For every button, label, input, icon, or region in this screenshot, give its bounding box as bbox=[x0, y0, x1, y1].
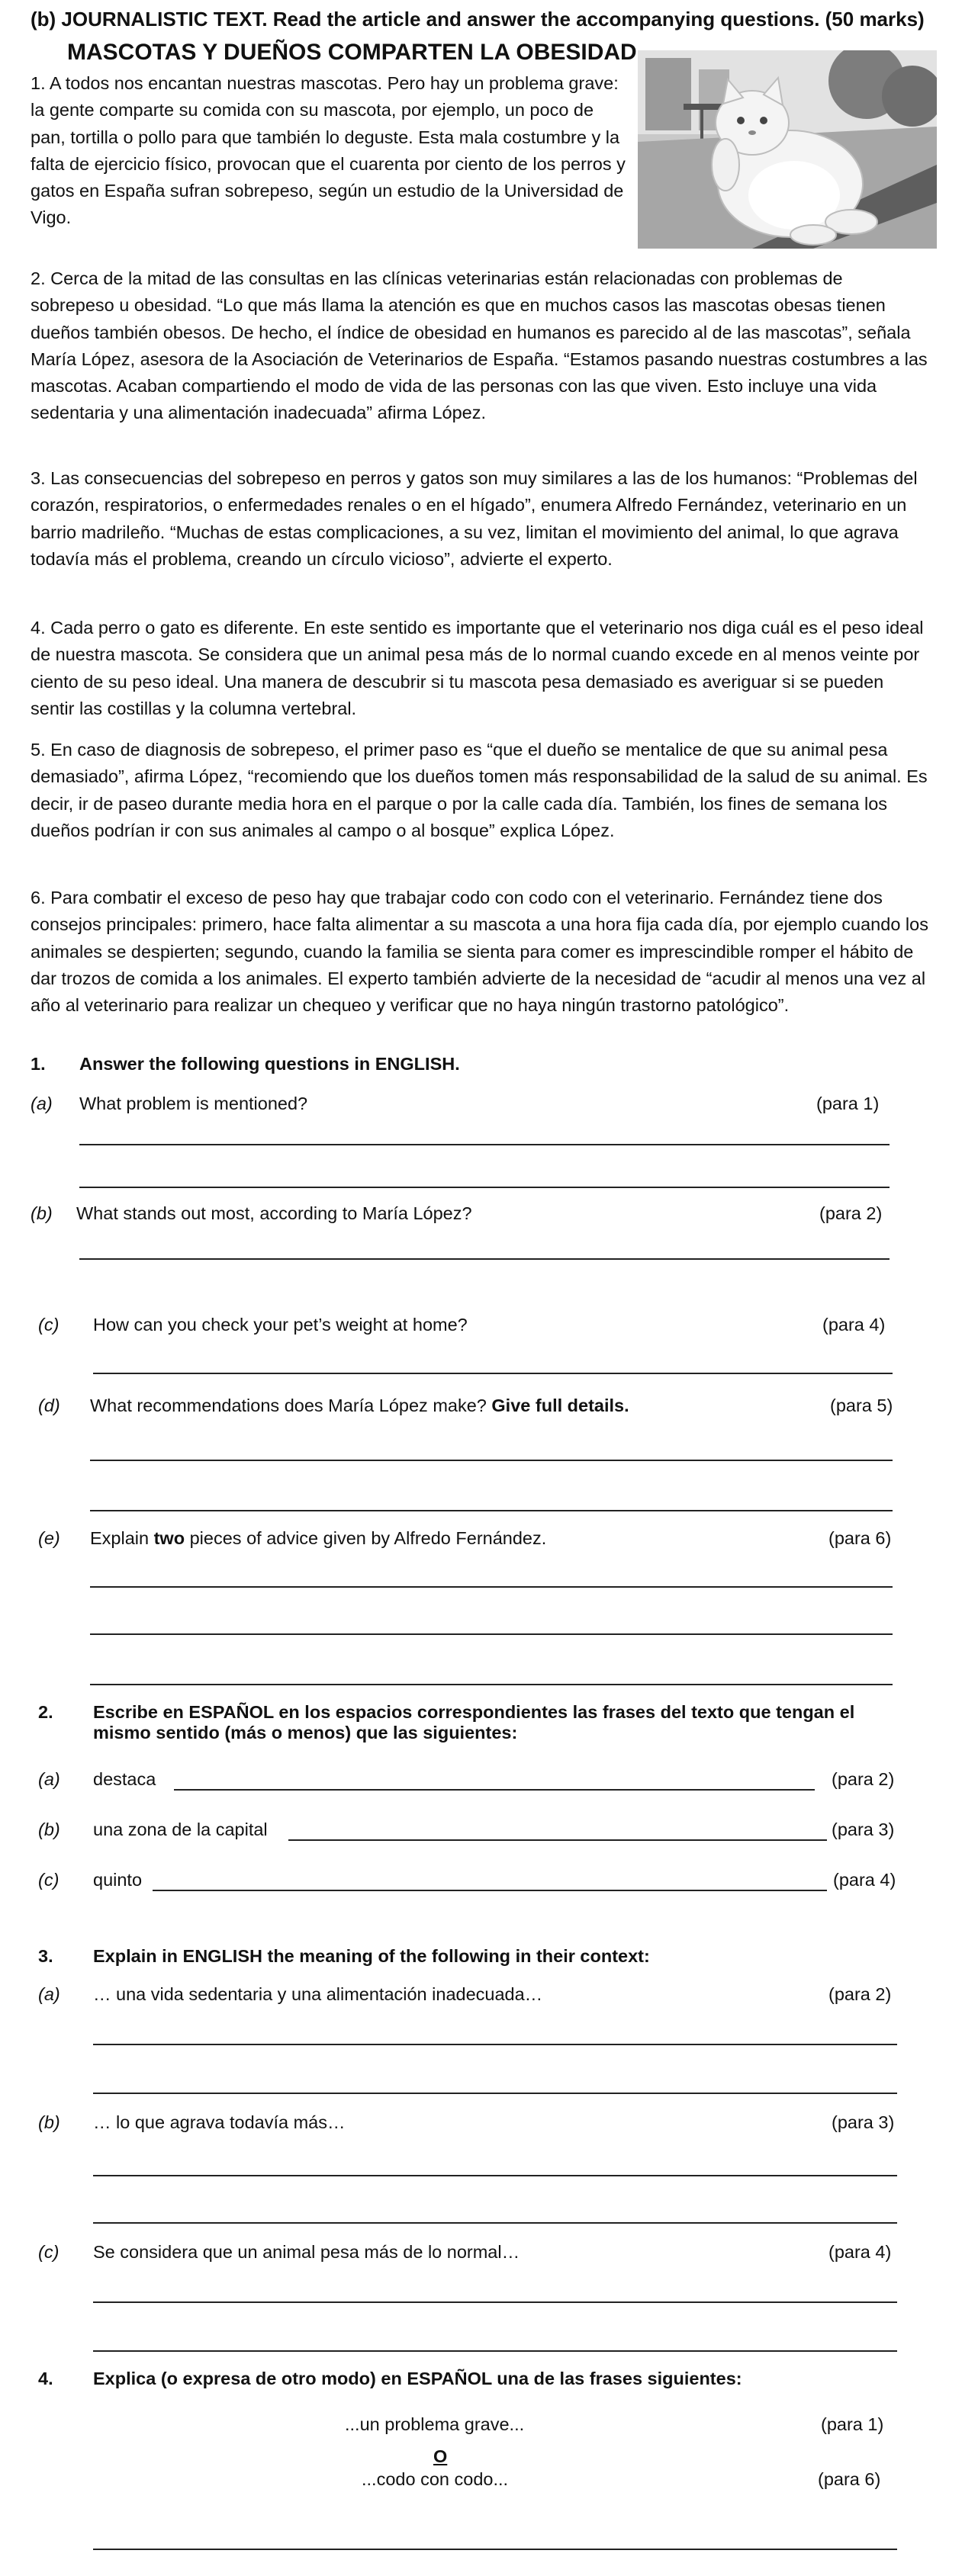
or-separator: O bbox=[433, 2446, 448, 2466]
question-2c-letter: (c) bbox=[38, 1870, 60, 1890]
answer-line[interactable] bbox=[90, 1510, 893, 1511]
question-1c-letter: (c) bbox=[38, 1315, 60, 1335]
question-3c-ref: (para 4) bbox=[828, 2242, 892, 2262]
phrase-option-2: ...codo con codo... bbox=[362, 2469, 509, 2489]
question-1e-text bbox=[90, 1528, 546, 1549]
question-1e-letter: (e) bbox=[38, 1528, 60, 1548]
question-1b-text: What stands out most, according to María López? bbox=[76, 1203, 472, 1223]
question-2b-letter: (b) bbox=[38, 1820, 60, 1839]
section-1-number: 1. bbox=[31, 1054, 46, 1074]
question-2a-text: destaca bbox=[93, 1769, 156, 1789]
cat-photo-illustration bbox=[638, 50, 937, 249]
phrase-option-1-ref: (para 1) bbox=[821, 2414, 884, 2434]
question-2b-text: una zona de la capital bbox=[93, 1820, 268, 1839]
answer-line[interactable] bbox=[93, 2093, 897, 2094]
section-4-title: Explica (o expresa de otro modo) en ESPAÑOL una de las frases siguientes: bbox=[93, 2369, 742, 2388]
section-2-title bbox=[93, 1702, 917, 1743]
answer-line[interactable] bbox=[93, 1373, 893, 1374]
section-2-number: 2. bbox=[38, 1702, 53, 1722]
question-1e-text-pre: Explain bbox=[90, 1528, 150, 1548]
answer-line[interactable] bbox=[79, 1187, 890, 1188]
section-4-number: 4. bbox=[38, 2369, 53, 2388]
question-1e-text-post: pieces of advice given by Alfredo Fernández. bbox=[189, 1528, 547, 1548]
question-1d-text-emphasis: Give full details. bbox=[491, 1396, 629, 1415]
question-1d-letter: (d) bbox=[38, 1396, 60, 1415]
answer-line[interactable] bbox=[90, 1586, 893, 1588]
article-paragraph-2: 2. Cerca de la mitad de las consultas en las clínicas veterinarias están relacionadas con problemas de sobrepeso u obesidad. “Lo que más llama la atención es que en muchos casos las mascotas obesas tienen dueños también obesos. De hecho, el índice de obesidad en humanos es parecido al de las mascotas”, señala María López, asesora de la Asociación de Veterinarios de España. “Estamos pasando nuestras costumbres a las mascotas. Acaban compartiendo el modo de vida de las personas con las que viven. Esto incluye una vida sedentaria y una alimentación inadecuada” afirma López. bbox=[31, 268, 928, 423]
answer-line[interactable] bbox=[93, 2044, 897, 2045]
answer-line[interactable] bbox=[93, 2175, 897, 2176]
answer-line[interactable] bbox=[93, 2222, 897, 2224]
answer-line[interactable] bbox=[79, 1144, 890, 1145]
section-header: (b) JOURNALISTIC TEXT. Read the article and answer the accompanying questions. (50 marks) bbox=[31, 8, 925, 31]
article-title: MASCOTAS Y DUEÑOS COMPARTEN LA OBESIDAD bbox=[67, 40, 637, 65]
answer-line[interactable] bbox=[93, 2549, 897, 2550]
phrase-option-2-ref: (para 6) bbox=[818, 2469, 881, 2489]
section-2-title-line-1: Escribe en ESPAÑOL en los espacios correspondientes las frases del texto que tengan el bbox=[93, 1702, 855, 1722]
question-3a-ref: (para 2) bbox=[828, 1984, 892, 2004]
answer-line[interactable] bbox=[174, 1789, 815, 1791]
question-2a-ref: (para 2) bbox=[832, 1769, 895, 1789]
section-3-number: 3. bbox=[38, 1946, 53, 1966]
article-paragraph-5: 5. En caso de diagnosis de sobrepeso, el primer paso es “que el dueño se mentalice de que su animal pesa demasiado”, afirma López, “recomiendo que los dueños tomen más responsabilidad de la salud de su animal. Es decir, ir de paseo durante media hora en el parque o por la calle cada día. También, los fines de semana los dueños podrían ir con sus animales al campo o al bosque” explica López. bbox=[31, 740, 928, 840]
question-1e-text-emphasis: two bbox=[153, 1528, 185, 1548]
phrase-option-1: ...un problema grave... bbox=[345, 2414, 525, 2434]
question-1c-text: How can you check your pet’s weight at home? bbox=[93, 1315, 468, 1335]
question-1e-ref: (para 6) bbox=[828, 1528, 892, 1548]
question-2c-ref: (para 4) bbox=[833, 1870, 896, 1890]
article-paragraph-4: 4. Cada perro o gato es diferente. En este sentido es importante que el veterinario nos diga cuál es el peso ideal de nuestra mascota. Se considera que un animal pesa más de lo normal cuando excede en al menos veinte por ciento de su peso ideal. Una manera de descubrir si tu mascota pesa demasiado es averiguar si se pueden sentir las costillas y la columna vertebral. bbox=[31, 618, 924, 718]
question-3a-text: … una vida sedentaria y una alimentación inadecuada… bbox=[93, 1984, 543, 2004]
question-2c-text: quinto bbox=[93, 1870, 143, 1890]
question-3c-letter: (c) bbox=[38, 2242, 60, 2262]
answer-line[interactable] bbox=[288, 1839, 827, 1841]
question-3a-letter: (a) bbox=[38, 1984, 60, 2004]
question-3b-ref: (para 3) bbox=[832, 2112, 895, 2132]
section-2-title-line-2: mismo sentido (más o menos) que las siguientes: bbox=[93, 1723, 518, 1742]
question-1d-ref: (para 5) bbox=[830, 1396, 893, 1415]
answer-line[interactable] bbox=[90, 1684, 893, 1685]
question-3b-letter: (b) bbox=[38, 2112, 60, 2132]
article-paragraph-1: 1. A todos nos encantan nuestras mascotas. Pero hay un problema grave: la gente comparte su comida con su mascota, por ejemplo, un poco de pan, tortilla o pollo para que también lo deguste. Esta mala costumbre y la falta de ejercicio físico, provocan que el cuarenta por ciento de los perros y gatos en España sufran sobrepeso, según un estudio de la Universidad de Vigo. bbox=[31, 73, 626, 228]
question-1a-text: What problem is mentioned? bbox=[79, 1094, 308, 1113]
question-3b-text: … lo que agrava todavía más… bbox=[93, 2112, 346, 2132]
question-1d-text-main: What recommendations does María López make? bbox=[90, 1396, 487, 1415]
question-3c-text: Se considera que un animal pesa más de lo normal… bbox=[93, 2242, 520, 2262]
answer-line[interactable] bbox=[93, 2301, 897, 2303]
answer-line[interactable] bbox=[90, 1460, 893, 1461]
answer-line[interactable] bbox=[93, 2350, 897, 2352]
cat-photo bbox=[638, 50, 937, 249]
question-2b-ref: (para 3) bbox=[832, 1820, 895, 1839]
article-paragraph-6: 6. Para combatir el exceso de peso hay que trabajar codo con codo con el veterinario. Fernández tiene dos consejos principales: primero, hace falta alimentar a su mascota a una hora fija cada día, por ejemplo cuando los animales se despierten; segundo, cuando la familia se sienta para comer es imprescindible romper el hábito de dar trozos de comida a los animales. El experto también advierte de la necesidad de “acudir al menos una vez al año al veterinario para realizar un chequeo y verificar que no haya ningún trastorno patológico”. bbox=[31, 888, 928, 1015]
answer-line[interactable] bbox=[153, 1890, 827, 1891]
article-paragraph-3: 3. Las consecuencias del sobrepeso en perros y gatos son muy similares a las de los humanos: “Problemas del corazón, respiratorios, o enfermedades renales o en el hígado”, enumera Alfredo Fernández, veterinario en un barrio madrileño. “Muchas de estas complicaciones, a su vez, limitan el movimiento del animal, lo que agrava todavía más el problema, creando un círculo vicioso”, advierte el experto. bbox=[31, 468, 918, 569]
question-1b-letter: (b) bbox=[31, 1203, 53, 1223]
section-3-title: Explain in ENGLISH the meaning of the following in their context: bbox=[93, 1946, 650, 1966]
question-1c-ref: (para 4) bbox=[822, 1315, 886, 1335]
answer-line[interactable] bbox=[90, 1633, 893, 1635]
question-1d-text bbox=[90, 1396, 629, 1416]
question-1b-ref: (para 2) bbox=[819, 1203, 883, 1223]
question-2a-letter: (a) bbox=[38, 1769, 60, 1789]
answer-line[interactable] bbox=[79, 1258, 890, 1260]
question-1a-letter: (a) bbox=[31, 1094, 53, 1113]
question-1a-ref: (para 1) bbox=[816, 1094, 880, 1113]
section-1-title: Answer the following questions in ENGLISH. bbox=[79, 1054, 460, 1074]
